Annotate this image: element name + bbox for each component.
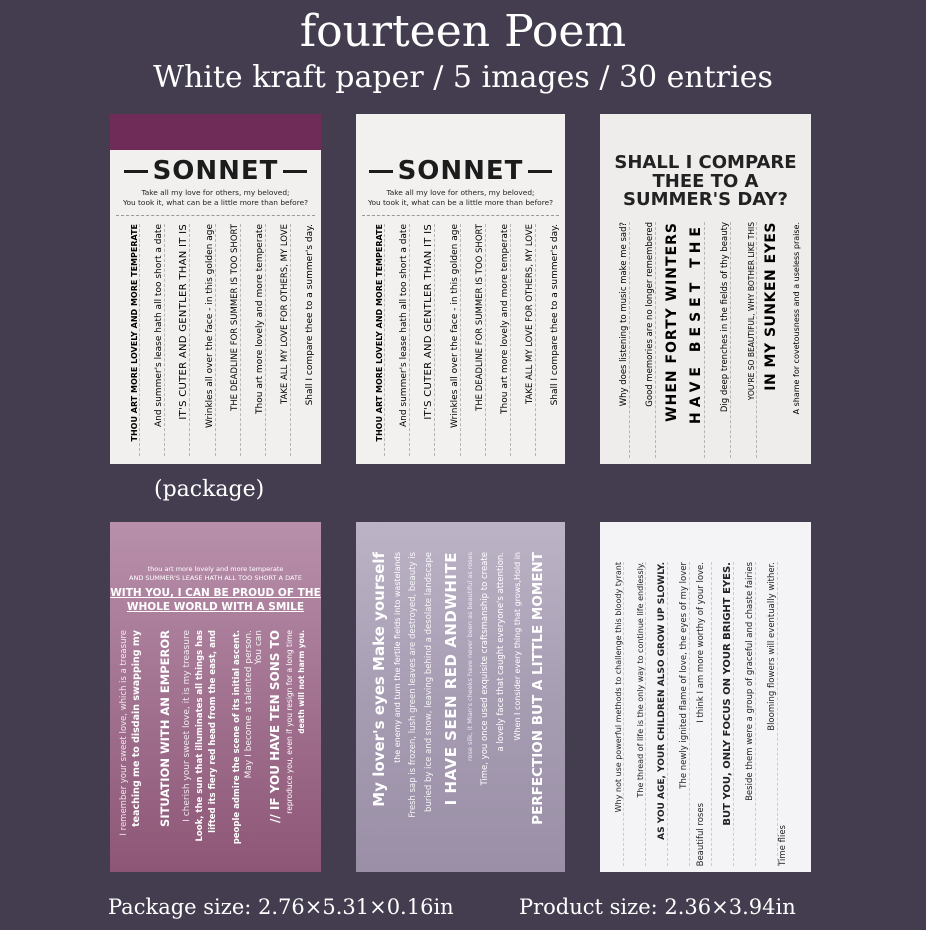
poem-line: May I become a talented person.: [244, 630, 254, 779]
poem-line: TAKE ALL MY LOVE FOR OTHERS, MY LOVE: [524, 224, 535, 404]
poem-line: a lovely face that caught everyone's attention.: [496, 552, 506, 752]
poem-line: Wrinkles all over the face - in this golden age: [449, 224, 460, 428]
card4-top-line: WHOLE WORLD WITH A SMILE: [126, 601, 305, 613]
poem-line: The thread of life is the only way to continue life endlessly.: [636, 562, 645, 798]
poem-line: I remember your sweet love, which is a treasure: [119, 630, 129, 836]
poem-line: I think I am more worthy of your love.: [695, 562, 706, 723]
poem-line: A shame for covetousness and a useless praise.: [792, 222, 801, 415]
sonnet-tagline-1: Take all my love for others, my beloved;: [386, 188, 535, 197]
poem-line: And summer's lease hath all too short a date: [154, 224, 165, 428]
card-pink-poem: thou art more lovely and more temperate AND SUMMER'S LEASE HATH ALL TOO SHORT A DATE WITH YOU, I CAN BE PROUD OF THE WHOLE WORLD WITH A SMILE I remember your sweet love, which is a treasure teaching me to disdain swapping my SITUATION WITH AN EMPEROR I cherish your sweet love, it is my treasure Look, the sun that illuminates all things has lifted its fiery red head from the east, and people admire the scene of its initial ascent. May I become a talented person. You can // IF YOU HAVE TEN SONS TO reproduce you, even if you resign for a long time death will not harm you.: [110, 522, 321, 872]
poem-line: buried by ice and snow, leaving behind a desolate landscape: [424, 552, 434, 812]
poem-line: TAKE ALL MY LOVE FOR OTHERS, MY LOVE: [279, 224, 290, 404]
page-title: fourteen Poem: [299, 6, 627, 57]
poem-line: Why does listening to music make me sad?: [619, 222, 629, 407]
poem-line: Dig deep trenches in the fields of thy beauty: [720, 222, 730, 413]
poem-line: My lover's eyes Make yourself: [370, 552, 388, 807]
poem-line: WHEN FORTY WINTERS: [664, 222, 680, 422]
sonnet-tagline-2: You took it, what can be a little more than before?: [122, 198, 309, 207]
poem-line: HAVE BESET THE: [688, 222, 704, 425]
poem-line: rose silk, it Mian's cheeks have never been as beautiful as roses: [466, 552, 474, 761]
sonnet-heading: SONNET: [356, 156, 565, 186]
package-label: (package): [154, 477, 265, 502]
card4-top-line: AND SUMMER'S LEASE HATH ALL TOO SHORT A DATE: [129, 574, 302, 582]
poem-line: Beside them were a group of graceful and chaste fairies: [745, 562, 755, 801]
poem-line: Time flies: [778, 825, 788, 866]
page-subtitle: White kraft paper / 5 images / 30 entries: [153, 60, 773, 95]
poem-line: IT'S CUTER AND GENTLER THAN IT IS: [178, 224, 190, 420]
poem-line: BUT YOU, ONLY FOCUS ON YOUR BRIGHT EYES.: [722, 562, 733, 826]
poem-line: YOU'RE SO BEAUTIFUL, WHY BOTHER LIKE THIS: [747, 222, 756, 401]
poem-line: THOU ART MORE LOVELY AND MORE TEMPERATE: [375, 224, 385, 442]
poem-line: Thou art more lovely and more temperate: [499, 224, 510, 414]
poem-line: death will not harm you.: [297, 630, 306, 734]
poem-line: teaching me to disdain swapping my: [131, 630, 142, 827]
poem-line: IT'S CUTER AND GENTLER THAN IT IS: [423, 224, 435, 420]
poem-line: THE DEADLINE FOR SUMMER IS TOO SHORT: [474, 224, 485, 411]
poem-line: AS YOU AGE, YOUR CHILDREN ALSO GROW UP SLOWLY.: [657, 562, 667, 840]
card-summers-day: [600, 114, 811, 464]
poem-line: Look, the sun that illuminates all things has: [195, 630, 205, 842]
poem-line: THE DEADLINE FOR SUMMER IS TOO SHORT: [229, 224, 240, 411]
divider: [116, 215, 315, 216]
poem-line: I cherish your sweet love, it is my treasure: [182, 630, 192, 822]
card4-top-line: thou art more lovely and more temperate: [147, 565, 284, 573]
card-lavender-poem: [356, 522, 565, 872]
poem-line: Time, you once used exquisite craftsmanship to create: [480, 552, 490, 786]
poem-line: reproduce you, even if you resign for a long time: [285, 630, 294, 814]
card-white-poem: [600, 522, 811, 872]
poem-line: Wrinkles all over the face - in this golden age: [204, 224, 215, 428]
poem-line: people admire the scene of its initial ascent.: [232, 630, 242, 845]
divider: [362, 215, 559, 216]
poem-line: lifted its fiery red head from the east, and: [208, 630, 218, 833]
poem-line: The newly ignited flame of love, the eyes of my lover: [679, 562, 689, 789]
poem-line: the enemy and turn the fertile fields into wastelands: [393, 552, 402, 763]
poem-line: Shall I compare thee to a summer's day.: [305, 224, 315, 406]
poem-line: IN MY SUNKEN EYES: [763, 222, 779, 391]
card-sonnet: [356, 114, 565, 464]
poem-line: I HAVE SEEN RED ANDWHITE: [442, 552, 460, 806]
poem-line: When I consider every thing that grows,Hold in: [513, 552, 522, 741]
poem-line: Fresh sap is frozen, lush green leaves are destroyed, beauty is: [408, 552, 418, 818]
card-package-sonnet: [110, 114, 321, 464]
poem-line: THOU ART MORE LOVELY AND MORE TEMPERATE: [130, 224, 140, 442]
poem-line: Why not use powerful methods to challenge this bloody tyrant: [614, 562, 623, 813]
poem-line: PERFECTION BUT A LITTLE MOMENT: [530, 552, 546, 825]
product-size: Product size: 2.36×3.94in: [519, 895, 796, 919]
sonnet-tagline-1: Take all my love for others, my beloved;: [141, 188, 290, 197]
poem-line: SITUATION WITH AN EMPEROR: [158, 630, 172, 827]
sonnet-heading: SONNET: [110, 156, 321, 186]
poem-line: Good memories are no longer remembered: [645, 222, 655, 407]
package-size: Package size: 2.76×5.31×0.16in: [108, 895, 454, 919]
poem-line: Beautiful roses: [695, 802, 706, 866]
card4-top-line: WITH YOU, I CAN BE PROUD OF THE: [110, 587, 321, 599]
sonnet-tagline-2: You took it, what can be a little more than before?: [367, 198, 554, 207]
poem-line: Blooming flowers will eventually wither.: [767, 562, 777, 731]
poem-line: // IF YOU HAVE TEN SONS TO: [268, 630, 282, 824]
poem-line: Shall I compare thee to a summer's day.: [550, 224, 560, 406]
package-band: [110, 114, 321, 150]
poem-line: And summer's lease hath all too short a date: [399, 224, 410, 428]
poem-line: Thou art more lovely and more temperate: [254, 224, 265, 414]
card3-heading: SHALL I COMPARE THEE TO A SUMMER'S DAY?: [614, 152, 797, 210]
